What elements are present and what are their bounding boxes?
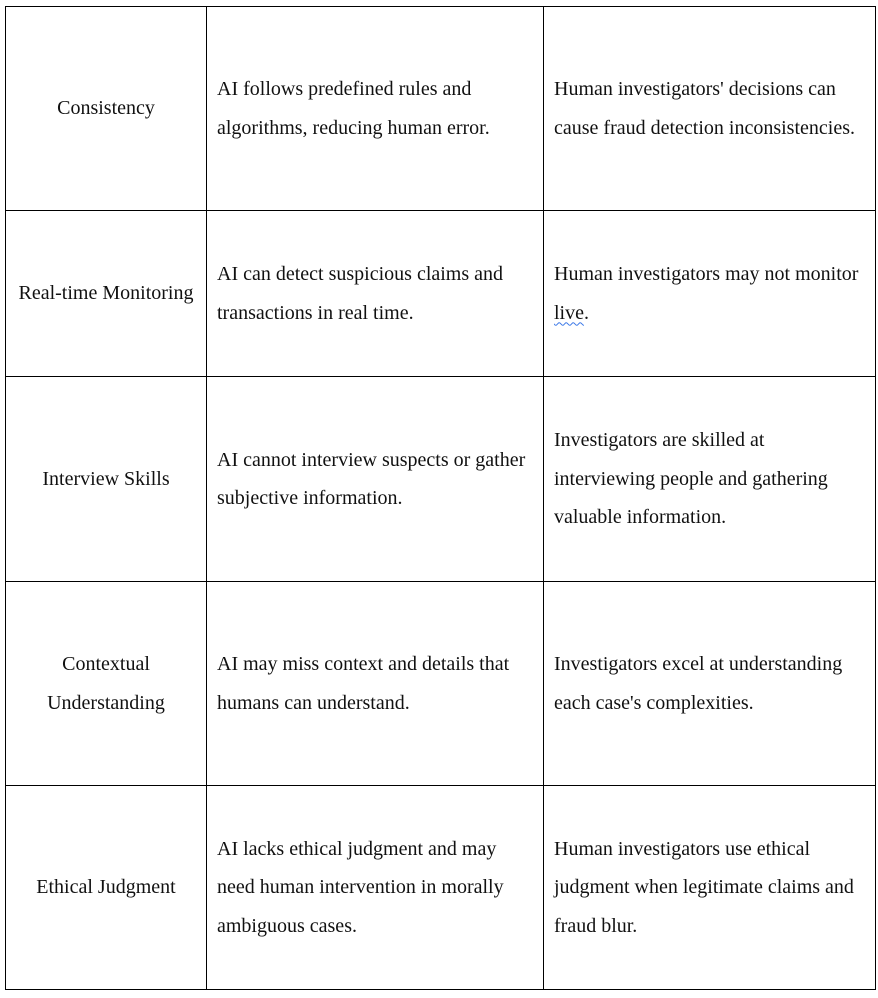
human-cell[interactable]: Investigators excel at understanding each case's complexities. (544, 582, 876, 786)
human-cell[interactable]: Investigators are skilled at interviewing people and gathering valuable information. (544, 377, 876, 582)
feature-cell[interactable]: Contextual Understanding (6, 582, 207, 786)
table-row (6, 7, 876, 211)
human-cell[interactable]: Human investigators' decisions can cause fraud detection inconsistencies. (544, 7, 876, 211)
table-row (6, 377, 876, 582)
human-text: Human investigators may not monitor (554, 263, 859, 285)
feature-cell[interactable]: Consistency (6, 7, 207, 211)
ai-cell[interactable]: AI cannot interview suspects or gather subjective information. (207, 377, 544, 582)
ai-cell[interactable]: AI can detect suspicious claims and transactions in real time. (207, 211, 544, 377)
table-row (6, 786, 876, 990)
feature-cell[interactable]: Interview Skills (6, 377, 207, 582)
human-cell[interactable]: Human investigators use ethical judgment when legitimate claims and fraud blur. (544, 786, 876, 990)
feature-cell[interactable]: Real-time Monitoring (6, 211, 207, 377)
table-row (6, 211, 876, 377)
feature-cell[interactable]: Ethical Judgment (6, 786, 207, 990)
human-text-end: . (584, 301, 589, 324)
table-row (6, 582, 876, 786)
ai-cell[interactable]: AI follows predefined rules and algorithms, reducing human error. (207, 7, 544, 211)
human-cell[interactable] (544, 211, 876, 377)
comparison-table (5, 6, 876, 990)
ai-cell[interactable]: AI may miss context and details that humans can understand. (207, 582, 544, 786)
ai-cell[interactable]: AI lacks ethical judgment and may need human intervention in morally ambiguous cases. (207, 786, 544, 990)
grammar-flagged-word[interactable]: live (554, 301, 584, 324)
